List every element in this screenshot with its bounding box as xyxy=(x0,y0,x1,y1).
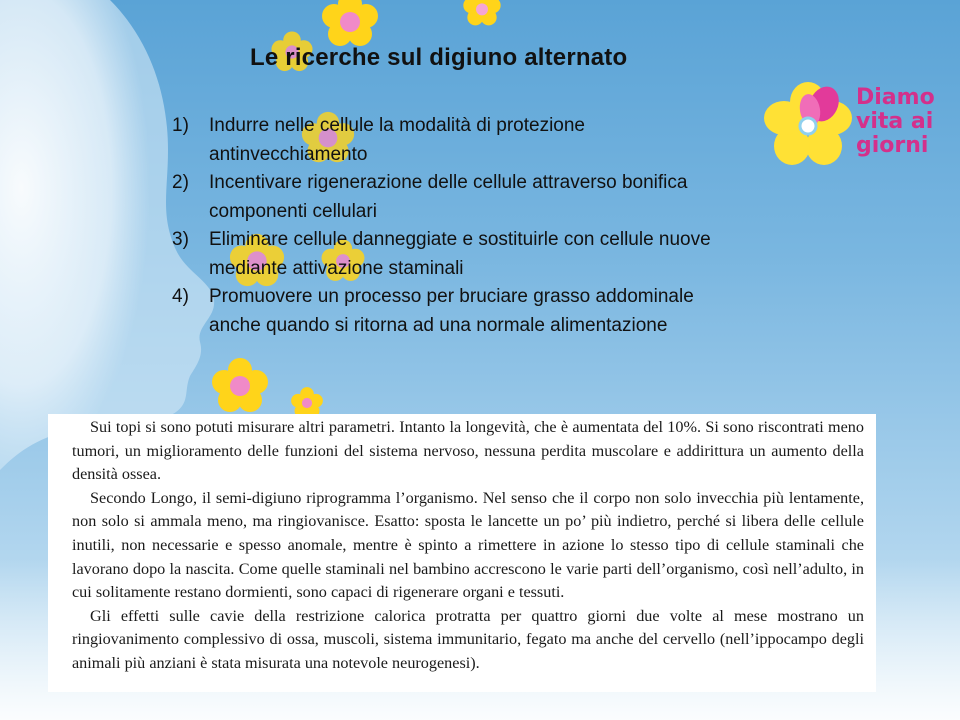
list-item-number: 1) xyxy=(172,115,189,136)
flower-logo-icon xyxy=(760,80,856,170)
excerpt-paragraph: Secondo Longo, il semi-digiuno riprogramma l’organismo. Nel senso che il corpo non solo invecchia più lentamente, non solo si ammala meno, ma ringiovanisce. Esatto: sposta le lancette un po’ più indietro, perché si libera delle cellule inutili, non necessarie e spesso anomale, mentre è spinto a rimettere in azione lo stesso tipo di cellule staminali che lavorano dopo la nascita. Come quelle staminali nel bambino accrescono le varie parti dell’organismo, così nell’adulto, in cui solitamente restano dormienti, sono capaci di rigenerare organi e tessuti. xyxy=(72,488,864,602)
excerpt-paragraph: Sui topi si sono potuti misurare altri parametri. Intanto la longevità, che è aumentata del 10%. Si sono riscontrati meno tumori, un miglioramento delle funzioni del sistema nervoso, nessuna perdita muscolare e addirittura un aumento della densità ossea. xyxy=(72,418,864,484)
list-item xyxy=(172,169,712,226)
list-item-number: 3) xyxy=(172,229,189,250)
decorative-flower-icon xyxy=(210,356,270,416)
decorative-flower-icon xyxy=(462,0,502,28)
list-item-number: 2) xyxy=(172,172,189,193)
slide-title: Le ricerche sul digiuno alternato xyxy=(250,44,628,71)
list-item-text: Eliminare cellule danneggiate e sostituirle con cellule nuove mediante attivazione staminali xyxy=(209,229,711,279)
list-item-number: 4) xyxy=(172,286,189,307)
article-excerpt xyxy=(48,414,876,692)
list-item-text: Promuovere un processo per bruciare grasso addominale anche quando si ritorna ad una normale alimentazione xyxy=(209,286,694,336)
logo-line: giorni xyxy=(856,133,929,158)
decorative-flower-icon xyxy=(320,0,380,50)
excerpt-paragraph: Gli effetti sulle cavie della restrizione calorica protratta per quattro giorni due volte al mese mostrano un ringiovanimento complessivo di ossa, muscoli, sistema immunitario, fegato ma anche del cervello (nell’ippocampo degli animali più anziani è stata misurata una notevole neurogenesi). xyxy=(72,606,864,672)
list-item-text: Incentivare rigenerazione delle cellule attraverso bonifica componenti cellulari xyxy=(209,172,688,222)
research-points-list xyxy=(172,112,712,340)
logo-text xyxy=(856,86,935,158)
list-item xyxy=(172,226,712,283)
list-item-text: Indurre nelle cellule la modalità di protezione antinvecchiamento xyxy=(209,115,586,165)
list-item xyxy=(172,283,712,340)
logo-line: Diamo xyxy=(856,85,935,110)
brand-logo xyxy=(760,80,945,170)
list-item xyxy=(172,112,712,169)
logo-line: vita ai xyxy=(856,109,934,134)
